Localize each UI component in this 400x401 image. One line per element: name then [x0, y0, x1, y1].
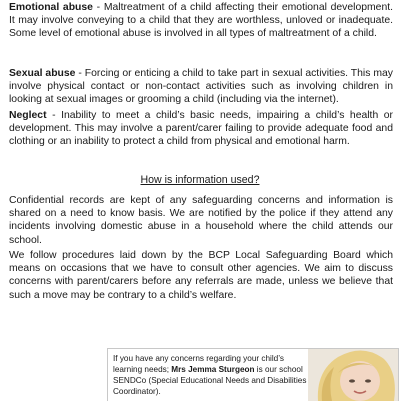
info-paragraph-procedures: We follow procedures laid down by the BCP Local Safeguarding Board which means on occasions that we have to consult other agencies. We aim to discuss concerns with parent/carers before any referrals are made, unless we believe that such a move may be contrary to a child’s welfare. [9, 250, 393, 301]
sendco-notice-box [107, 348, 399, 401]
sendco-photo [308, 349, 398, 401]
info-paragraph-records: Confidential records are kept of any safeguarding concerns and information is shared on a need to know basis. We are notified by the police if they attend any incidents involving domestic abuse in a household where the child attends our school. [9, 195, 393, 246]
info-heading: How is information used? [140, 174, 260, 186]
sendco-notice-intro: If you have any concerns regarding your child’s learning needs; [113, 354, 284, 374]
sendco-notice-role: is our school SENDCo (Special Educational Needs and Disabilities Coordinator). [113, 365, 307, 396]
sexual-abuse-text: - Forcing or enticing a child to take part in sexual activities. This may involve physical contact or non-contact activities such as involving children in looking at sexual images or grooming a child (including via the internet). [9, 68, 393, 106]
neglect-paragraph [9, 109, 393, 149]
sexual-abuse-paragraph [9, 67, 393, 107]
sendco-notice-text [113, 353, 308, 397]
emotional-abuse-paragraph [9, 1, 393, 41]
emotional-abuse-text: - Maltreatment of a child affecting their emotional development. It may involve conveying to a child that they are worthless, unloved or inadequate. Some level of emotional abuse is involved in all types of maltreatment of a child. [9, 2, 393, 40]
emotional-abuse-term: Emotional abuse [9, 2, 93, 13]
sendco-name: Mrs Jemma Sturgeon [171, 365, 255, 374]
neglect-term: Neglect [9, 110, 47, 121]
sexual-abuse-term: Sexual abuse [9, 68, 76, 79]
neglect-text: - Inability to meet a child’s basic needs, impairing a child’s health or development. This may involve a parent/carer failing to provide adequate food and clothing or an inability to protect a child from physical and emotional harm. [9, 110, 393, 148]
